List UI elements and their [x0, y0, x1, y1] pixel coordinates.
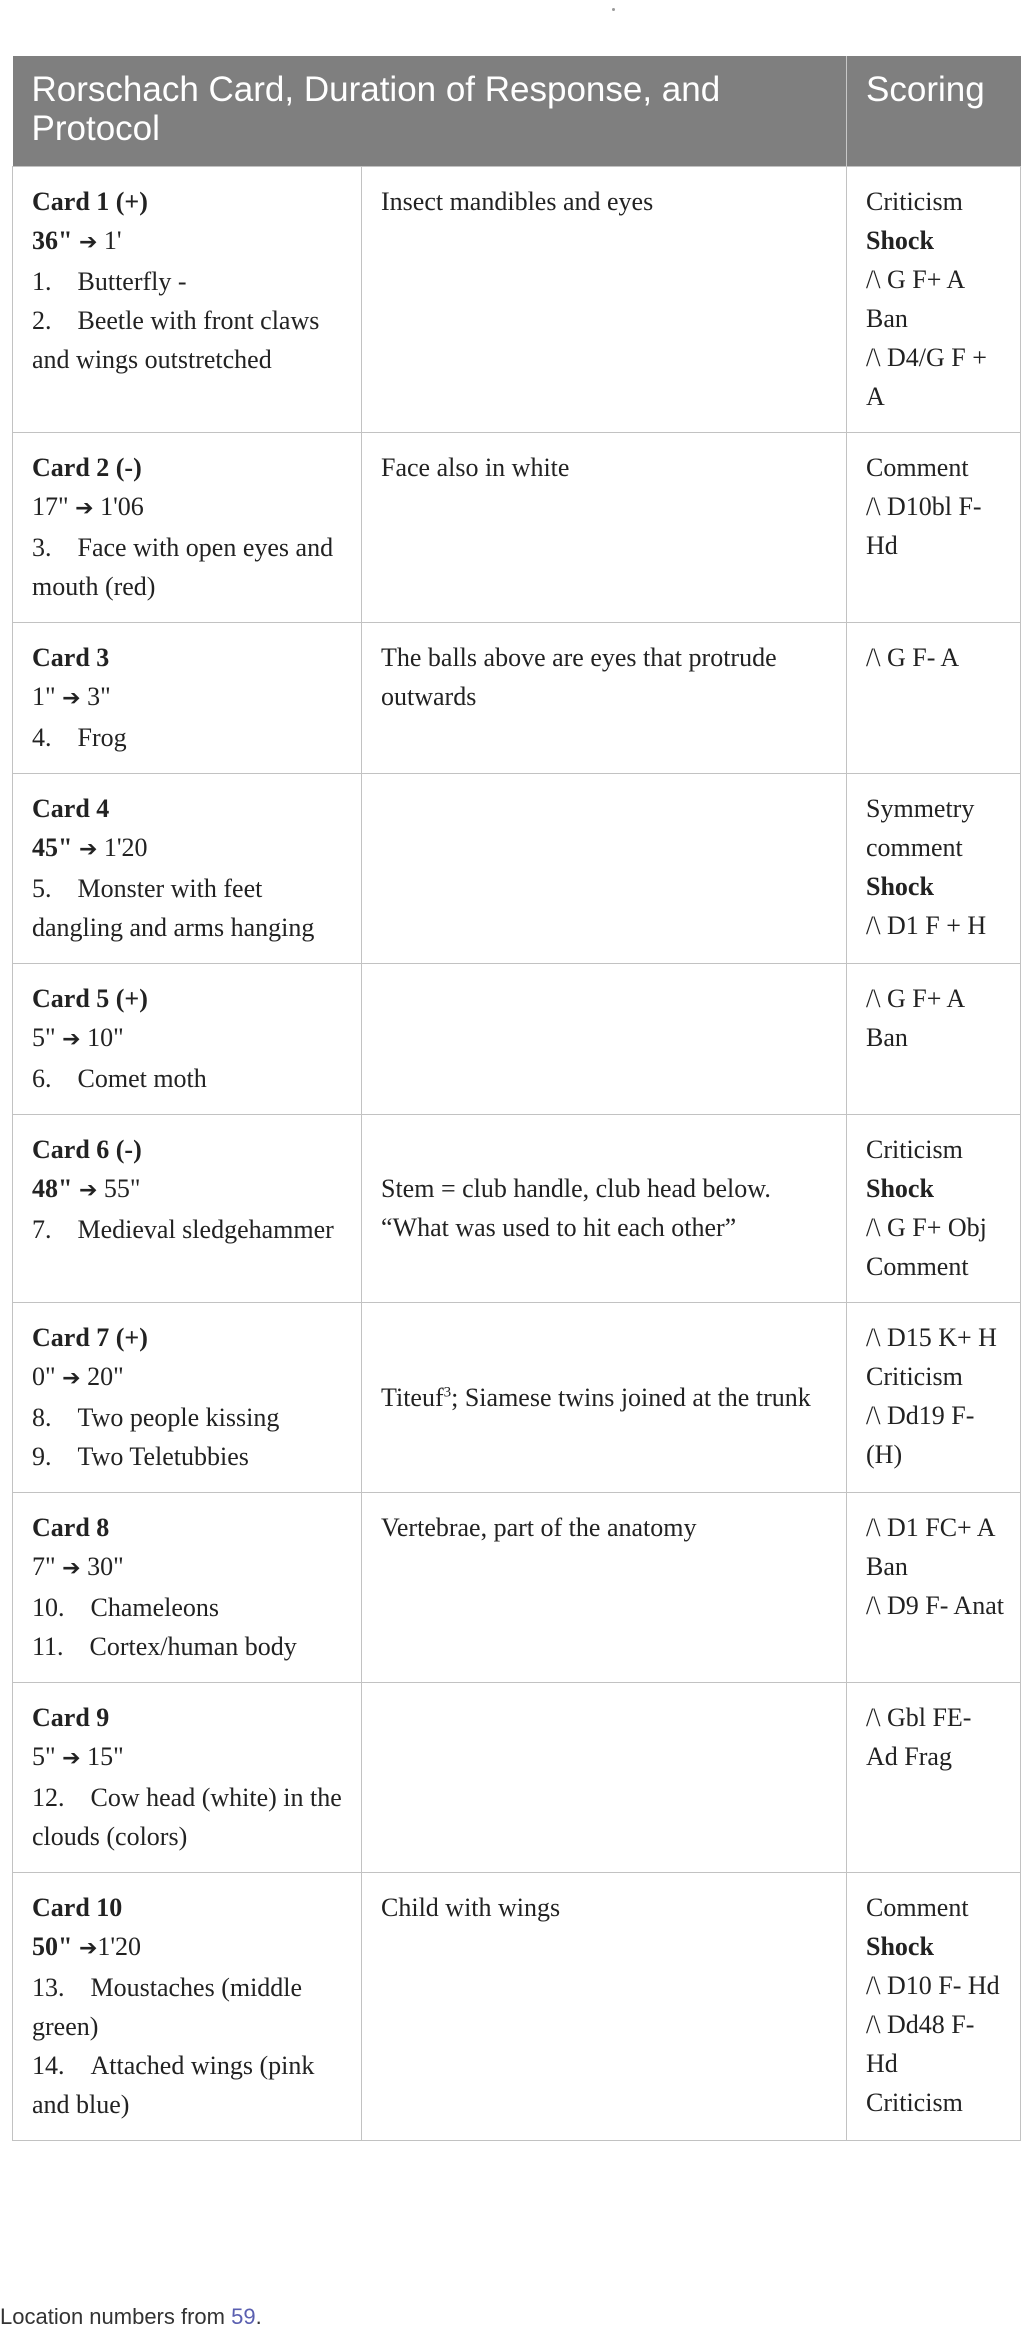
duration: 5" ➔ 10"	[32, 1023, 124, 1052]
card-title: Card 5 (+)	[32, 984, 148, 1013]
arrow-icon: ➔	[62, 686, 81, 711]
scoring-line: /\ D10 F- Hd	[866, 1971, 1000, 2000]
comment-cell: Titeuf$^3$; Siamese twins joined at the trunk	[362, 1303, 847, 1493]
arrow-icon: ➔	[78, 837, 98, 862]
scoring-line: /\ G F- A	[866, 643, 960, 672]
scoring-cell	[847, 964, 1021, 1115]
comment-cell	[362, 964, 847, 1115]
response-item: 13. Moustaches (middle green)	[32, 1973, 309, 2041]
comment-cell	[362, 1683, 847, 1873]
arrow-icon: ➔	[62, 1556, 81, 1581]
response-item: 14. Attached wings (pink and blue)	[32, 2051, 321, 2119]
scoring-line: Criticism	[866, 1135, 963, 1164]
card-title: Card 4	[32, 794, 110, 823]
header-scoring: Scoring	[847, 56, 1021, 167]
scoring-line: /\ D1 F + H	[866, 911, 987, 940]
scoring-cell	[847, 1115, 1021, 1303]
rorschach-table	[12, 56, 1021, 2141]
arrow-icon: ➔	[78, 1178, 98, 1203]
scoring-line: Criticism	[866, 187, 963, 216]
card-cell	[13, 774, 362, 964]
scoring-cell	[847, 1683, 1021, 1873]
comment-cell: Stem = club handle, club head below. “What was used to hit each other”	[362, 1115, 847, 1303]
table-row	[13, 623, 1021, 774]
response-item: 10. Chameleons	[32, 1593, 220, 1622]
scoring-line: /\ D4/G F + A	[866, 343, 987, 411]
response-item: 1. Butterfly -	[32, 267, 187, 296]
arrow-icon: ➔	[75, 496, 94, 521]
arrow-icon: ➔	[78, 1936, 98, 1961]
response-item: 4. Frog	[32, 723, 127, 752]
scoring-line: Shock	[866, 226, 934, 255]
card-cell	[13, 167, 362, 433]
table-row	[13, 1115, 1021, 1303]
duration: 36" ➔ 1'	[32, 226, 122, 255]
comment-cell: Face also in white	[362, 433, 847, 623]
scoring-line: Comment	[866, 1893, 969, 1922]
comment-cell	[362, 774, 847, 964]
comment-cell: The balls above are eyes that protrude outwards	[362, 623, 847, 774]
scoring-line: /\ G F+ A Ban	[866, 984, 964, 1052]
duration: 5" ➔ 15"	[32, 1742, 124, 1771]
card-title: Card 6 (-)	[32, 1135, 142, 1164]
scoring-cell	[847, 774, 1021, 964]
response-item: 7. Medieval sledgehammer	[32, 1215, 334, 1244]
scoring-line: /\ Dd19 F- (H)	[866, 1401, 975, 1469]
table-row	[13, 1683, 1021, 1873]
card-cell	[13, 1115, 362, 1303]
duration: 45" ➔ 1'20	[32, 833, 148, 862]
response-item: 5. Monster with feet dangling and arms hanging	[32, 874, 315, 942]
card-title: Card 1 (+)	[32, 187, 148, 216]
table-row	[13, 964, 1021, 1115]
response-item: 12. Cow head (white) in the clouds (colors)	[32, 1783, 349, 1851]
response-item: 6. Comet moth	[32, 1064, 207, 1093]
scoring-line: Shock	[866, 1174, 934, 1203]
header-protocol: Rorschach Card, Duration of Response, and Protocol	[13, 56, 847, 167]
scoring-line: /\ D9 F- Anat	[866, 1591, 1004, 1620]
duration: 1" ➔ 3"	[32, 682, 111, 711]
card-cell	[13, 433, 362, 623]
response-item: 3. Face with open eyes and mouth (red)	[32, 533, 340, 601]
response-item: 9. Two Teletubbies	[32, 1442, 249, 1471]
scoring-line: Symmetry comment	[866, 794, 975, 862]
card-title: Card 7 (+)	[32, 1323, 148, 1352]
card-cell	[13, 1683, 362, 1873]
scoring-cell	[847, 167, 1021, 433]
scoring-cell	[847, 1873, 1021, 2141]
scoring-cell	[847, 623, 1021, 774]
table-row	[13, 1493, 1021, 1683]
table-row	[13, 1873, 1021, 2141]
scoring-line: Comment	[866, 1252, 969, 1281]
duration: 50" ➔1'20	[32, 1932, 142, 1961]
scoring-line: Criticism	[866, 2088, 963, 2117]
comment-cell: Child with wings	[362, 1873, 847, 2141]
scoring-cell	[847, 1493, 1021, 1683]
header-row	[13, 56, 1021, 167]
card-title: Card 9	[32, 1703, 110, 1732]
scoring-line: /\ Gbl FE- Ad Frag	[866, 1703, 972, 1771]
scoring-cell	[847, 1303, 1021, 1493]
scoring-line: Shock	[866, 1932, 934, 1961]
duration: 0" ➔ 20"	[32, 1362, 124, 1391]
table-row	[13, 774, 1021, 964]
table-row	[13, 1303, 1021, 1493]
response-item: 11. Cortex/human body	[32, 1632, 297, 1661]
table-row	[13, 167, 1021, 433]
table-footnote: Location numbers from 59.	[0, 2304, 262, 2329]
scoring-cell	[847, 433, 1021, 623]
scoring-line: /\ G F+ A Ban	[866, 265, 964, 333]
reference-link[interactable]: 59	[231, 2304, 256, 2329]
scoring-line: Shock	[866, 872, 934, 901]
comment-cell: Vertebrae, part of the anatomy	[362, 1493, 847, 1683]
duration: 7" ➔ 30"	[32, 1552, 124, 1581]
scoring-line: /\ G F+ Obj	[866, 1213, 987, 1242]
scoring-line: Criticism	[866, 1362, 963, 1391]
card-title: Card 3	[32, 643, 110, 672]
duration: 17" ➔ 1'06	[32, 492, 144, 521]
card-cell	[13, 964, 362, 1115]
card-cell	[13, 1873, 362, 2141]
duration: 48" ➔ 55"	[32, 1174, 141, 1203]
scoring-line: /\ Dd48 F- Hd	[866, 2010, 975, 2078]
card-title: Card 2 (-)	[32, 453, 142, 482]
card-title: Card 8	[32, 1513, 110, 1542]
scoring-line: Comment	[866, 453, 969, 482]
footnote-ref: 3	[443, 1383, 452, 1400]
card-cell	[13, 1303, 362, 1493]
scoring-line: /\ D10bl F- Hd	[866, 492, 982, 560]
arrow-icon: ➔	[62, 1366, 81, 1391]
scoring-line: /\ D1 FC+ A Ban	[866, 1513, 995, 1581]
top-dot	[612, 8, 615, 11]
arrow-icon: ➔	[62, 1746, 81, 1771]
comment-cell: Insect mandibles and eyes	[362, 167, 847, 433]
arrow-icon: ➔	[78, 230, 98, 255]
response-item: 8. Two people kissing	[32, 1403, 280, 1432]
scoring-line: /\ D15 K+ H	[866, 1323, 997, 1352]
card-cell	[13, 623, 362, 774]
card-title: Card 10	[32, 1893, 123, 1922]
table-row	[13, 433, 1021, 623]
arrow-icon: ➔	[62, 1027, 81, 1052]
card-cell	[13, 1493, 362, 1683]
response-item: 2. Beetle with front claws and wings outstretched	[32, 306, 326, 374]
